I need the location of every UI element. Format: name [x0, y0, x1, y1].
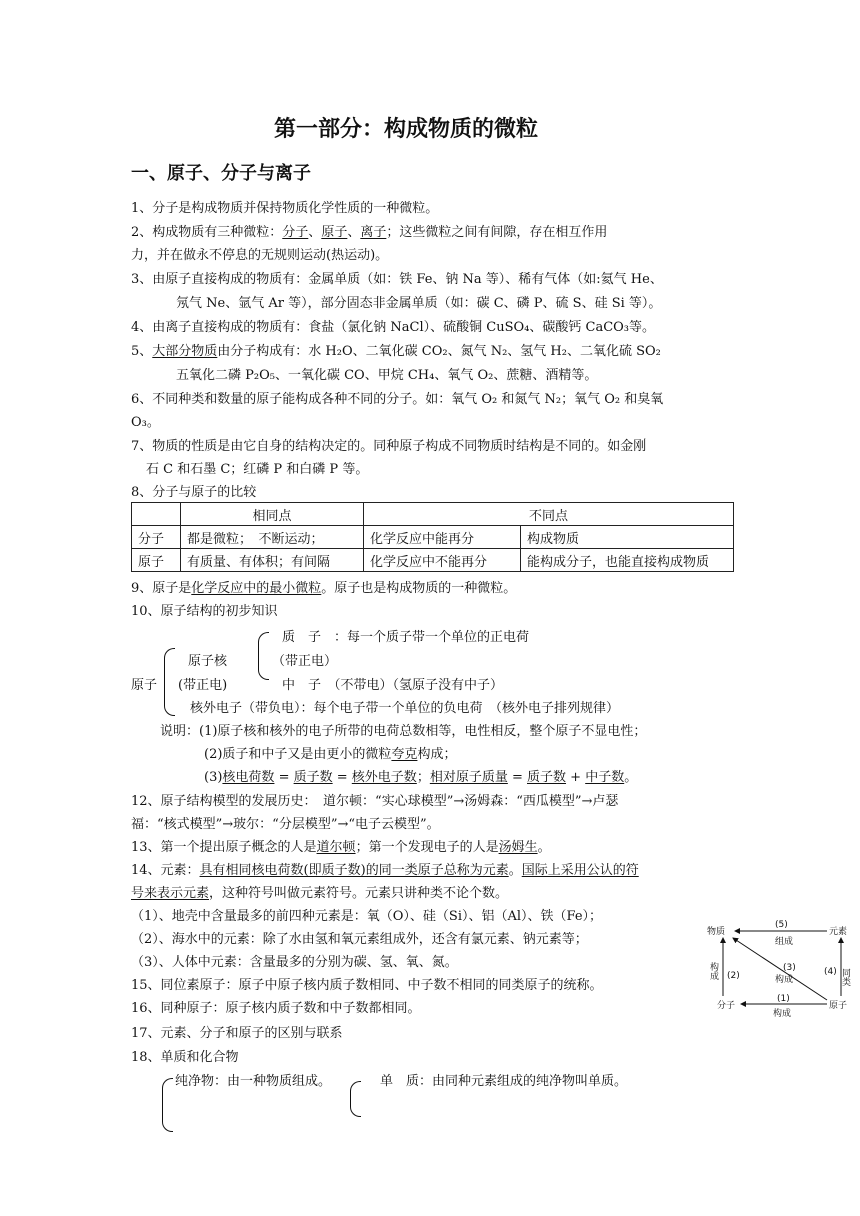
item-14-3: （3）、人体中元素：含量最多的分别为碳、氢、氧、氮。 — [131, 955, 458, 970]
diagram-atom: 原子 — [829, 1001, 848, 1011]
table-cell: 分子 — [132, 526, 181, 549]
item-15: 15、同位素原子：原子中原子核内质子数相同、中子数不相同的同类原子的统称。 — [131, 978, 603, 993]
blank-molecule: 分子 — [282, 225, 309, 240]
item-9-emph: 化学反应中的最小微粒 — [191, 581, 322, 596]
item-9-tail: 。原子也是构成物质的一种微粒。 — [321, 581, 517, 596]
item-12: 12、原子结构模型的发展历史： 道尔顿：“实心球模型”→汤姆森：“西瓜模型”→卢瑟 — [131, 794, 619, 809]
element-substance-line: 单 质：由同种元素组成的纯净物叫单质。 — [380, 1074, 628, 1089]
electron-count-term: 核外电子数 — [351, 770, 417, 785]
item-14 — [131, 862, 639, 880]
item-13-text: 13、第一个提出原子概念的人是 — [131, 840, 317, 855]
note-3-num: (3) — [204, 770, 223, 785]
section-heading: 一、原子、分子与离子 — [131, 163, 311, 184]
end: 。 — [624, 770, 638, 785]
nucleus-brace — [258, 632, 269, 680]
item-1 — [131, 200, 438, 218]
nucleus-label: 原子核 — [188, 654, 228, 669]
item-6: 6、不同种类和数量的原子能构成各种不同的分子。如：氧气 O₂ 和氮气 N₂；氧气 O₂ 和臭氧 — [131, 392, 664, 407]
neutron-line: 中 子 （不带电）（氢原子没有中子） — [282, 678, 504, 693]
item-16: 16、同种原子：原子核内质子数和中子数都相同。 — [131, 1001, 421, 1016]
item-14-2: （2）、海水中的元素：除了水由氢和氧元素组成外，还含有氯元素、钠元素等； — [131, 932, 588, 947]
item-1-text: 1、分子是构成物质并保持物质化学性质的 — [131, 201, 374, 216]
page-title: 第一部分：构成物质的微粒 — [274, 117, 539, 142]
note-1 — [160, 723, 646, 741]
item-8: 8、分子与原子的比较 — [131, 485, 257, 500]
table-cell: 化学反应中能再分 — [364, 526, 521, 549]
item-17: 17、元素、分子和原子的区别与联系 — [131, 1026, 343, 1041]
table-cell: 构成物质 — [521, 526, 734, 549]
table-header-cell — [132, 503, 181, 526]
item-14-1: （1）、地壳中含量最多的前四种元素是：氧（O）、硅（Si）、铝（Al）、铁（Fe）； — [131, 909, 603, 924]
sep: 、 — [308, 225, 322, 240]
diagram-substance: 物质 — [707, 927, 726, 937]
label-4-text: 同类 — [840, 968, 850, 986]
label-1-text: 构成 — [773, 1009, 792, 1019]
item-14-tail: ，这种符号叫做元素符号。元素只讲种类不论个数。 — [209, 886, 509, 901]
item-5-line2: 五氧化二磷 P₂O₅、一氧化碳 CO、甲烷 CH₄、氧气 O₂、蔗糖、酒精等。 — [176, 368, 598, 383]
element-definition: 具有相同核电荷数(即质子数)的同一类原子总称为元素 — [199, 863, 509, 878]
table-row — [132, 526, 734, 549]
item-18: 18、单质和化合物 — [131, 1050, 239, 1065]
item-13-end: 。 — [537, 840, 551, 855]
item-9-text: 9、原子是 — [131, 581, 192, 596]
item-13 — [131, 839, 551, 857]
relative-mass-term: 相对原子质量 — [429, 770, 508, 785]
item-7-line2: 石 C 和石墨 C；红磷 P 和白磷 P 等。 — [146, 462, 369, 477]
plus: + — [566, 770, 586, 785]
item-4: 4、由离子直接构成的物质有：食盐（氯化钠 NaCl）、硫酸铜 CuSO₄、碳酸钙 CaCO₃等。 — [131, 320, 656, 335]
dalton-answer: 道尔顿 — [316, 840, 356, 855]
item-10: 10、原子结构的初步知识 — [131, 604, 278, 619]
table-header-cell: 相同点 — [181, 503, 364, 526]
sep: 、 — [347, 225, 361, 240]
neutron-count-term: 中子数 — [585, 770, 625, 785]
thomson-answer: 汤姆生 — [498, 840, 538, 855]
item-5-text: 由分子构成有：水 H₂O、二氧化碳 CO₂、氮气 N₂、氢气 H₂、二氧化硫 SO₂ — [217, 344, 661, 359]
blank-atom: 原子 — [321, 225, 348, 240]
item-2-tail: ；这些微粒之间有间隙，存在相互作用 — [386, 225, 608, 240]
element-symbol-def-cont: 号来表示元素 — [131, 886, 210, 901]
item-12-line2: 福：“核式模型”→玻尔：“分层模型”→“电子云模型”。 — [131, 817, 440, 832]
eq: = — [274, 770, 294, 785]
item-2 — [131, 224, 607, 242]
item-1-emph: 一种微粒。 — [373, 201, 439, 216]
item-3-line2: 氖气 Ne、氩气 Ar 等），部分固态非金属单质（如：碳 C、磷 P、硫 S、硅 Si 等）。 — [176, 296, 662, 311]
table-cell: 原子 — [132, 549, 181, 572]
item-6-line2: O₃。 — [131, 415, 160, 430]
item-14-sep: 。 — [508, 863, 522, 878]
diagram-element: 元素 — [829, 927, 848, 937]
table-header-row — [132, 503, 734, 526]
item-5 — [131, 343, 661, 361]
relationship-diagram — [705, 912, 857, 1020]
classification-brace — [162, 1078, 173, 1132]
label-4: (4) — [824, 967, 837, 977]
table-header-cell: 不同点 — [364, 503, 734, 526]
quark-term: 夸克 — [391, 747, 418, 762]
arrow-atom-to-substance — [733, 938, 827, 1000]
table-row — [132, 549, 734, 572]
pure-brace — [350, 1081, 361, 1117]
note-3 — [204, 769, 637, 787]
item-5-num: 5、 — [131, 344, 153, 359]
sep: ； — [416, 770, 430, 785]
electron-line: 核外电子（带负电）：每个电子带一个单位的负电荷 （核外电子排列规律） — [190, 701, 620, 716]
blank-ion: 离子 — [360, 225, 387, 240]
note-2 — [204, 746, 456, 764]
note-1-text: (1)原子核和核外的电子所带的电荷总数相等，电性相反，整个原子不显电性； — [199, 724, 647, 739]
nuclear-charge-term: 核电荷数 — [222, 770, 275, 785]
pure-substance-line: 纯净物：由一种物质组成。 — [175, 1074, 332, 1089]
note-2-text: (2)质子和中子又是由更小的微粒 — [204, 747, 392, 762]
note-2-tail: 构成； — [417, 747, 457, 762]
diagram-molecule: 分子 — [717, 1001, 736, 1011]
note-label: 说明： — [160, 724, 200, 739]
item-9 — [131, 580, 516, 598]
table-cell: 能构成分子，也能直接构成物质 — [521, 549, 734, 572]
proton-line: 质 子 ：每一个质子带一个单位的正电荷 — [282, 630, 530, 645]
label-1: (1) — [777, 994, 790, 1004]
table-cell: 有质量、有体积；有间隔 — [181, 549, 364, 572]
comparison-table — [131, 502, 734, 572]
label-3-text: 构成 — [775, 975, 794, 985]
label-2: (2) — [727, 971, 740, 981]
item-13-mid: ；第一个发现电子的人是 — [355, 840, 499, 855]
table-cell: 都是微粒； 不断运动； — [181, 526, 364, 549]
table-cell: 化学反应中不能再分 — [364, 549, 521, 572]
eq: = — [507, 770, 528, 785]
proton-count-term: 质子数 — [527, 770, 567, 785]
atom-brace — [164, 648, 175, 716]
proton-charge: （带正电） — [272, 654, 338, 669]
item-14-num: 14、元素： — [131, 863, 200, 878]
item-14-line2 — [131, 885, 508, 903]
item-2-line2: 力，并在做永不停息的无规则运动(热运动)。 — [131, 248, 389, 263]
proton-count-term: 质子数 — [293, 770, 333, 785]
item-7: 7、物质的性质是由它自身的结构决定的。同种原子构成不同物质时结构是不同的。如金刚 — [131, 439, 647, 454]
item-5-emph: 大部分物质 — [152, 344, 218, 359]
label-2-text-a: 构成 — [708, 962, 718, 980]
atom-label: 原子 — [131, 678, 158, 693]
nucleus-charge: (带正电) — [178, 678, 228, 693]
item-2-text: 2、构成物质有三种微粒： — [131, 225, 283, 240]
eq: = — [332, 770, 352, 785]
label-5-text: 组成 — [775, 937, 794, 947]
item-3: 3、由原子直接构成的物质有：金属单质（如：铁 Fe、钠 Na 等）、稀有气体（如:氦气 He、 — [131, 272, 663, 287]
element-symbol-def: 国际上采用公认的符 — [521, 863, 639, 878]
label-5: (5) — [775, 920, 788, 930]
label-3: (3) — [783, 963, 796, 973]
